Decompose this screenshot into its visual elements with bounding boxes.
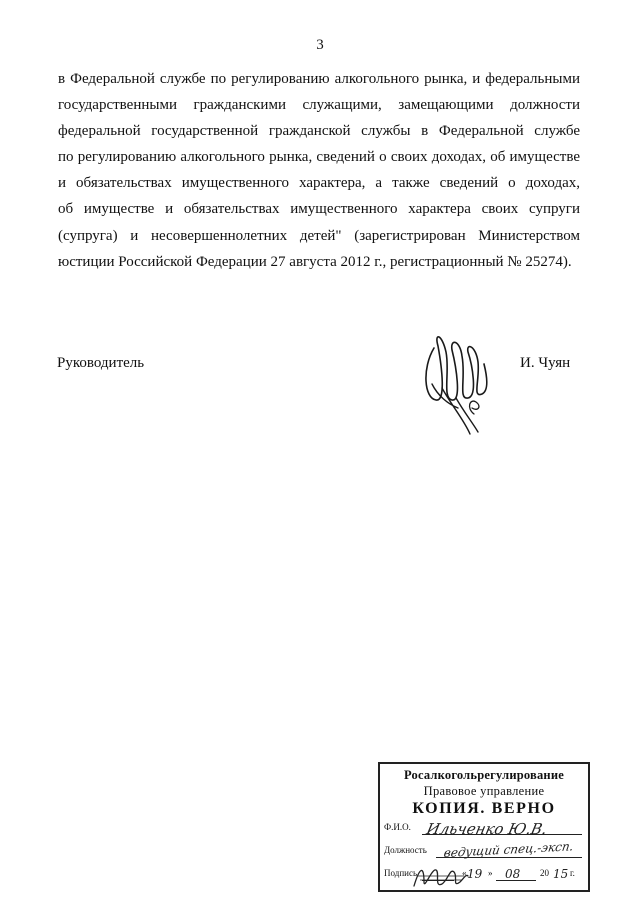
body-line: и обязательствах имущественного характера, а также сведений о доходах,: [58, 175, 580, 192]
svg-text:ведущий спец.-эксп.: ведущий спец.-эксп.: [442, 839, 575, 861]
stamp-position-label: Должность: [384, 845, 427, 855]
handwritten-month: [504, 864, 530, 882]
page-number: 3: [316, 37, 324, 53]
svg-text:19: 19: [467, 867, 483, 881]
svg-text:15: 15: [553, 867, 569, 881]
stamp-signature-label: Подпись: [384, 868, 418, 878]
certification-stamp: [378, 762, 590, 892]
body-line: государственными гражданскими служащими, замещающими должности: [58, 97, 580, 114]
body-paragraph: [58, 66, 580, 275]
stamp-day-close-quote: »: [488, 868, 493, 878]
svg-text:Ильченко Ю.В.: Ильченко Ю.В.: [424, 820, 549, 838]
stamp-fio-label: Ф.И.О.: [384, 822, 411, 832]
signature-icon: [412, 328, 502, 438]
body-line: (супруга) и несовершеннолетних детей" (зарегистрирован Министерством: [58, 227, 580, 244]
body-line: по регулированию алкогольного рынка, сведений о своих доходах, об имуществе: [58, 149, 580, 166]
svg-text:08: 08: [505, 867, 521, 881]
signatory-name: И. Чуян: [520, 355, 571, 371]
signatory-role: Руководитель: [57, 355, 145, 371]
handwritten-fio: [424, 814, 578, 840]
stamp-signature-icon: [410, 862, 470, 892]
handwritten-position: [444, 840, 584, 864]
body-line: об имуществе и обязательствах имущественного характера своих супруги: [58, 201, 580, 218]
stamp-day-open-quote: «: [462, 868, 467, 878]
stamp-title: КОПИЯ. ВЕРНО: [412, 800, 556, 817]
stamp-year-suffix: г.: [570, 868, 575, 878]
body-line: в Федеральной службе по регулированию алкогольного рынка, и федеральными: [58, 71, 580, 87]
stamp-year-prefix: 20: [540, 868, 549, 878]
body-line: юстиции Российской Федерации 27 августа 2012 г., регистрационный № 25274).: [58, 253, 572, 270]
stamp-department: Правовое управление: [423, 784, 545, 798]
handwritten-year: [552, 864, 572, 882]
body-line: федеральной государственной гражданской службы в Федеральной службе: [58, 123, 580, 140]
stamp-organization: Росалкогольрегулирование: [404, 768, 564, 782]
